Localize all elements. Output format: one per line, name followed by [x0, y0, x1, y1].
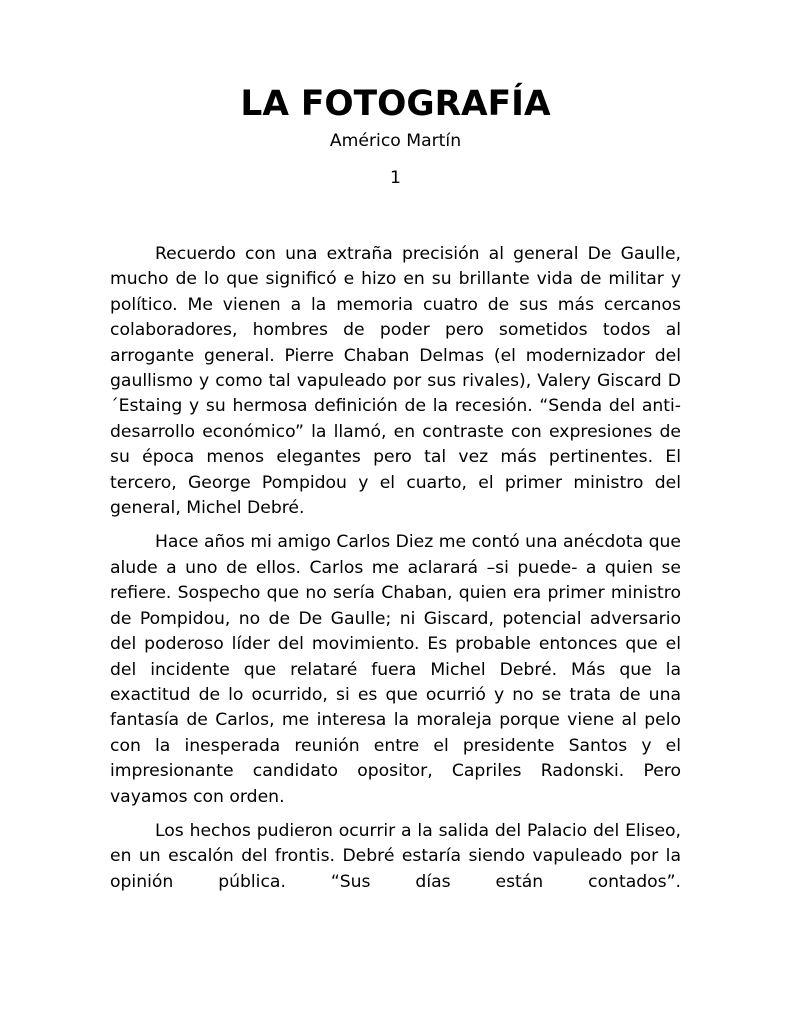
document-title: LA FOTOGRAFÍA: [240, 84, 551, 124]
paragraph: Los hechos pudieron ocurrir a la salida del Palacio del Eliseo, en un escalón del frontis. Debré estaría siendo vapuleado por la opinión pública. “Sus días están contados”.: [110, 820, 681, 892]
document-body: [110, 242, 681, 895]
paragraph: Recuerdo con una extraña precisión al general De Gaulle, mucho de lo que significó e hizo en su brillante vida de militar y político. Me vienen a la memoria cuatro de sus más cercanos colaboradores, hombres de poder pero sometidos todos al arrogante general. Pierre Chaban Delmas (el modernizador del gaullismo y como tal vapuleado por sus rivales), Valery Giscard D´Estaing y su hermosa definición de la recesión. “Senda del anti-desarrollo económico” la llamó, en contraste con expresiones de su época menos elegantes pero tal vez más pertinentes. El tercero, George Pompidou y el cuarto, el primer ministro del general, Michel Debré.: [110, 244, 681, 519]
paragraph: Hace años mi amigo Carlos Diez me contó una anécdota que alude a uno de ellos. Carlos me aclarará –si puede- a quien se refiere. Sospecho que no sería Chaban, quien era primer ministro de Pompidou, no de De Gaulle; ni Giscard, potencial adversario del poderoso líder del movimiento. Es probable entonces que el del incidente que relataré fuera Michel Debré. Más que la exactitud de lo ocurrido, si es que ocurrió y no se trata de una fantasía de Carlos, me interesa la moraleja porque viene al pelo con la inesperada reunión entre el presidente Santos y el impresionante candidato opositor, Capriles Radonski. Pero vayamos con orden.: [110, 532, 681, 807]
document-author: Américo Martín: [329, 131, 462, 151]
page-number: 1: [390, 168, 401, 188]
document-page: [110, 84, 681, 904]
